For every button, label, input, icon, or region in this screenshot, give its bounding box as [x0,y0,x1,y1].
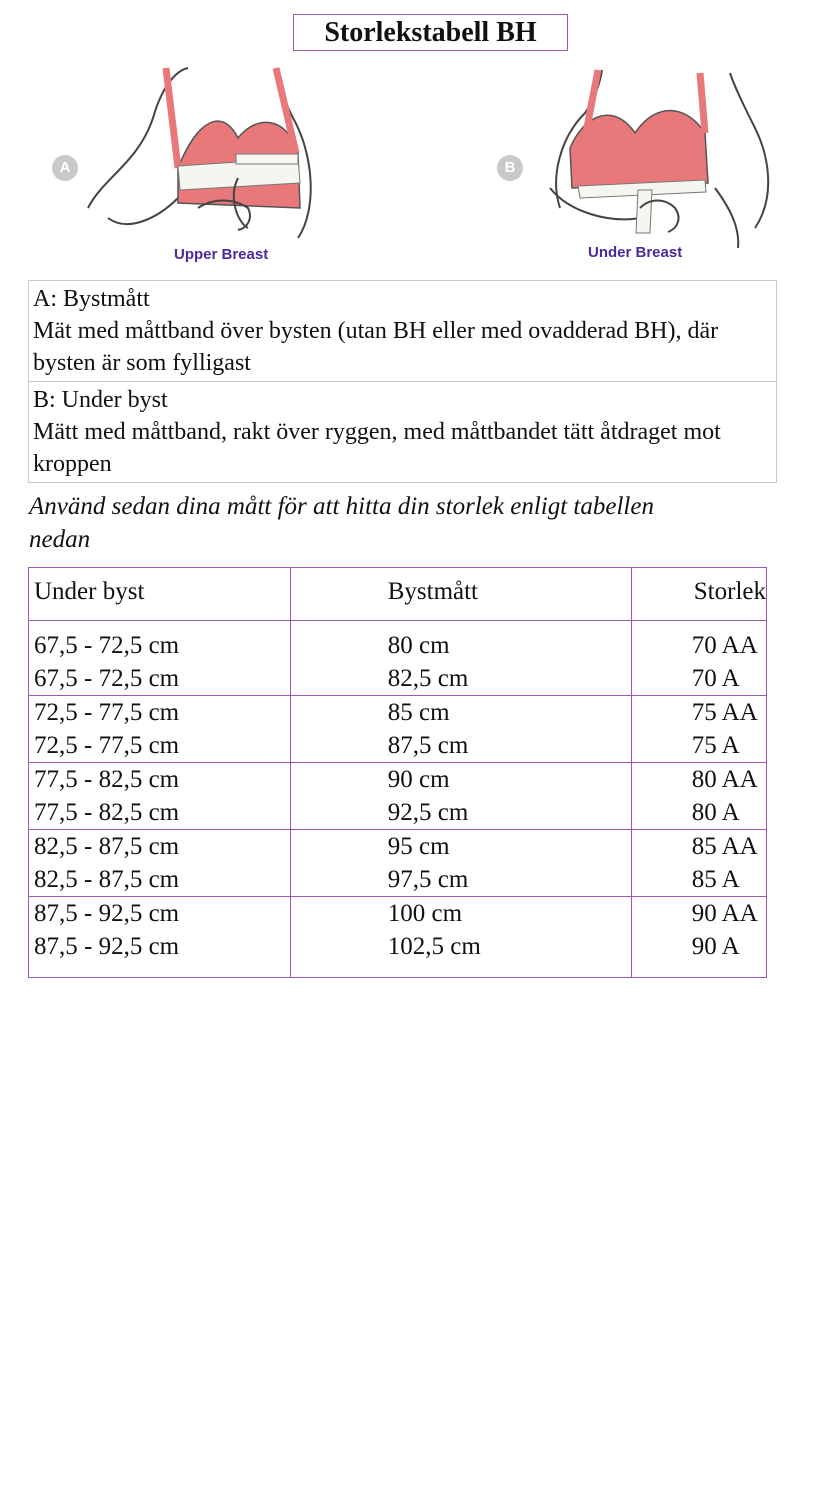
storlek-cell [631,621,766,696]
upper-breast-illustration [48,58,338,268]
cell-line: 67,5 - 72,5 cm [34,632,180,659]
under-byst-cell [29,763,291,830]
header-storlek: Storlek [631,568,766,621]
under-byst-cell [29,696,291,763]
cell-line: 90 cm [387,766,450,793]
header-bystmatt: Bystmått [290,568,631,621]
cell-line: 72,5 - 77,5 cm [34,732,180,759]
cell-line: 95 cm [387,833,450,860]
table-row [29,830,767,897]
cell-line: 87,5 cm [387,732,469,759]
cell-line: 77,5 - 82,5 cm [34,799,180,826]
storlek-cell [631,830,766,897]
cell-line: 82,5 - 87,5 cm [34,866,180,893]
measurement-instructions [28,280,777,483]
upper-breast-caption: Upper Breast [174,246,269,263]
bystmatt-cell [290,763,631,830]
cell-line: 97,5 cm [387,866,469,893]
table-row [29,897,767,978]
badge-a: A [52,155,78,181]
cell-line: 85 cm [387,699,450,726]
instruction-b [29,382,777,483]
cell-line: 72,5 - 77,5 cm [34,699,180,726]
under-breast-illustration [490,58,790,268]
instruction-a-text: Mät med måttband över bysten (utan BH eller med ovadderad BH), där bysten är som fylligast [33,318,719,376]
storlek-cell [631,763,766,830]
instruction-a [29,281,777,382]
under-breast-caption: Under Breast [588,244,683,261]
instruction-a-heading: A: Bystmått [33,286,150,312]
cell-line: 77,5 - 82,5 cm [34,766,180,793]
instruction-b-text: Mätt med måttband, rakt över ryggen, med måttbandet tätt åtdraget mot kroppen [33,419,721,477]
cell-line: 87,5 - 92,5 cm [34,900,180,927]
cell-line: 90 A [691,933,740,960]
header-under-byst: Under byst [29,568,291,621]
cell-line: 85 AA [691,833,758,860]
cell-line: 92,5 cm [387,799,469,826]
table-row [29,763,767,830]
cell-line: 70 AA [691,632,758,659]
cell-line: 67,5 - 72,5 cm [34,665,180,692]
cell-line: 80 AA [691,766,758,793]
cell-line: 70 A [691,665,740,692]
cell-line: 90 AA [691,900,758,927]
cell-line: 87,5 - 92,5 cm [34,933,180,960]
instruction-b-heading: B: Under byst [33,387,168,413]
cell-line: 80 A [691,799,740,826]
bystmatt-cell [290,830,631,897]
cell-line: 75 A [691,732,740,759]
storlek-cell [631,696,766,763]
cell-line: 100 cm [387,900,463,927]
under-byst-cell [29,830,291,897]
cell-line: 75 AA [691,699,758,726]
usage-hint: Använd sedan dina mått för att hitta din storlek enligt tabellen nedan [29,493,654,553]
bystmatt-cell [290,696,631,763]
cell-line: 82,5 cm [387,665,469,692]
bystmatt-cell [290,621,631,696]
storlek-cell [631,897,766,978]
cell-line: 82,5 - 87,5 cm [34,833,180,860]
size-table [28,567,767,978]
under-byst-cell [29,897,291,978]
bystmatt-cell [290,897,631,978]
page-title: Storlekstabell BH [293,14,568,51]
badge-b: B [497,155,523,181]
cell-line: 85 A [691,866,740,893]
table-header-row [29,568,767,621]
under-byst-cell [29,621,291,696]
table-row [29,621,767,696]
cell-line: 102,5 cm [387,933,481,960]
cell-line: 80 cm [387,632,450,659]
table-row [29,696,767,763]
